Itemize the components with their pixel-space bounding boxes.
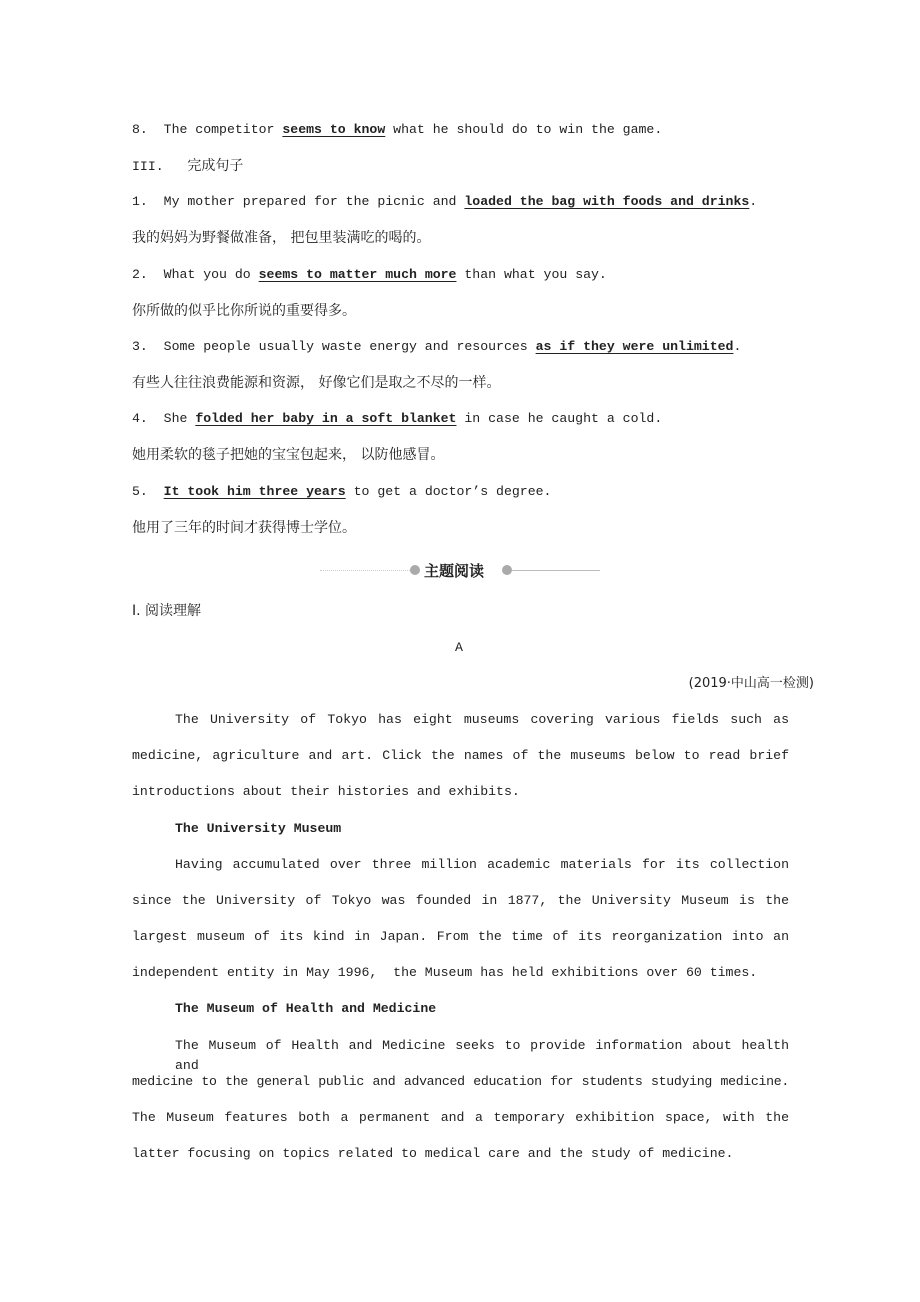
paragraph-line: The Museum of Health and Medicine seeks to provide information about health and <box>175 1038 789 1073</box>
answer: loaded the bag with foods and drinks <box>464 194 750 209</box>
answer: seems to matter much more <box>258 267 457 282</box>
source-note: (2019·中山高一检测) <box>688 676 814 691</box>
section-heading <box>132 156 243 177</box>
section-title: 完成句子 <box>187 158 244 174</box>
paragraph-line: largest museum of its kind in Japan. From the time of its reorganization into an <box>132 929 789 944</box>
q-num: 4. <box>132 411 148 426</box>
section-banner <box>320 560 600 580</box>
answer: as if they were unlimited <box>535 339 734 354</box>
dot-icon <box>410 565 420 575</box>
sentence-4 <box>132 409 662 429</box>
reading-section-title: Ⅰ. 阅读理解 <box>132 603 202 619</box>
paragraph-line: The Museum features both a permanent and a temporary exhibition space, with the <box>132 1110 789 1125</box>
divider-line <box>512 570 600 571</box>
museum-heading: The University Museum <box>175 821 342 836</box>
q-text: . <box>749 194 758 209</box>
answer: seems to know <box>282 122 386 137</box>
q-num: 1. <box>132 194 148 209</box>
q-text: My mother prepared for the picnic and <box>163 194 465 209</box>
paragraph-line: since the University of Tokyo was founded in 1877, the University Museum is the <box>132 893 789 908</box>
sentence-5 <box>132 482 551 502</box>
question-8 <box>132 120 662 140</box>
museum-heading: The Museum of Health and Medicine <box>175 1001 437 1016</box>
answer: folded her baby in a soft blanket <box>195 411 457 426</box>
banner-title: 主题阅读 <box>424 562 485 580</box>
q-num: 2. <box>132 267 148 282</box>
paragraph-line: latter focusing on topics related to medical care and the study of medicine. <box>132 1146 734 1161</box>
answer: It took him three years <box>163 484 346 499</box>
q-text: . <box>733 339 742 354</box>
paragraph-line: Having accumulated over three million academic materials for its collection <box>175 857 789 872</box>
q-text: What you do <box>163 267 259 282</box>
q-text: Some people usually waste energy and resources <box>163 339 536 354</box>
q-num: 5. <box>132 484 148 499</box>
q-text: She <box>163 411 196 426</box>
translation: 你所做的似乎比你所说的重要得多。 <box>132 303 356 319</box>
q-text: than what you say. <box>456 267 607 282</box>
translation: 我的妈妈为野餐做准备， 把包里装满吃的喝的。 <box>132 230 431 246</box>
sentence-3 <box>132 337 741 357</box>
q-text: what he should do to win the game. <box>385 122 663 137</box>
dot-icon <box>502 565 512 575</box>
translation: 有些人往往浪费能源和资源， 好像它们是取之不尽的一样。 <box>132 375 501 391</box>
sentence-1 <box>132 192 757 212</box>
paragraph-line: introductions about their histories and exhibits. <box>132 784 520 799</box>
passage-label: A <box>455 640 463 655</box>
q-text: to get a doctor’s degree. <box>345 484 552 499</box>
section-num: III. <box>132 159 164 174</box>
translation: 他用了三年的时间才获得博士学位。 <box>132 520 356 536</box>
q-text: in case he caught a cold. <box>456 411 663 426</box>
sentence-2 <box>132 265 607 285</box>
q-num: 8. <box>132 122 148 137</box>
translation: 她用柔软的毯子把她的宝宝包起来， 以防他感冒。 <box>132 447 445 463</box>
paragraph-line: independent entity in May 1996, the Museum has held exhibitions over 60 times. <box>132 965 758 980</box>
q-num: 3. <box>132 339 148 354</box>
paragraph-line: medicine to the general public and advanced education for students studying medicine. <box>132 1074 789 1089</box>
divider-line <box>320 570 410 572</box>
paragraph-line: medicine, agriculture and art. Click the names of the museums below to read brief <box>132 748 789 763</box>
q-text: The competitor <box>163 122 283 137</box>
paragraph-line: The University of Tokyo has eight museums covering various fields such as <box>175 712 789 727</box>
